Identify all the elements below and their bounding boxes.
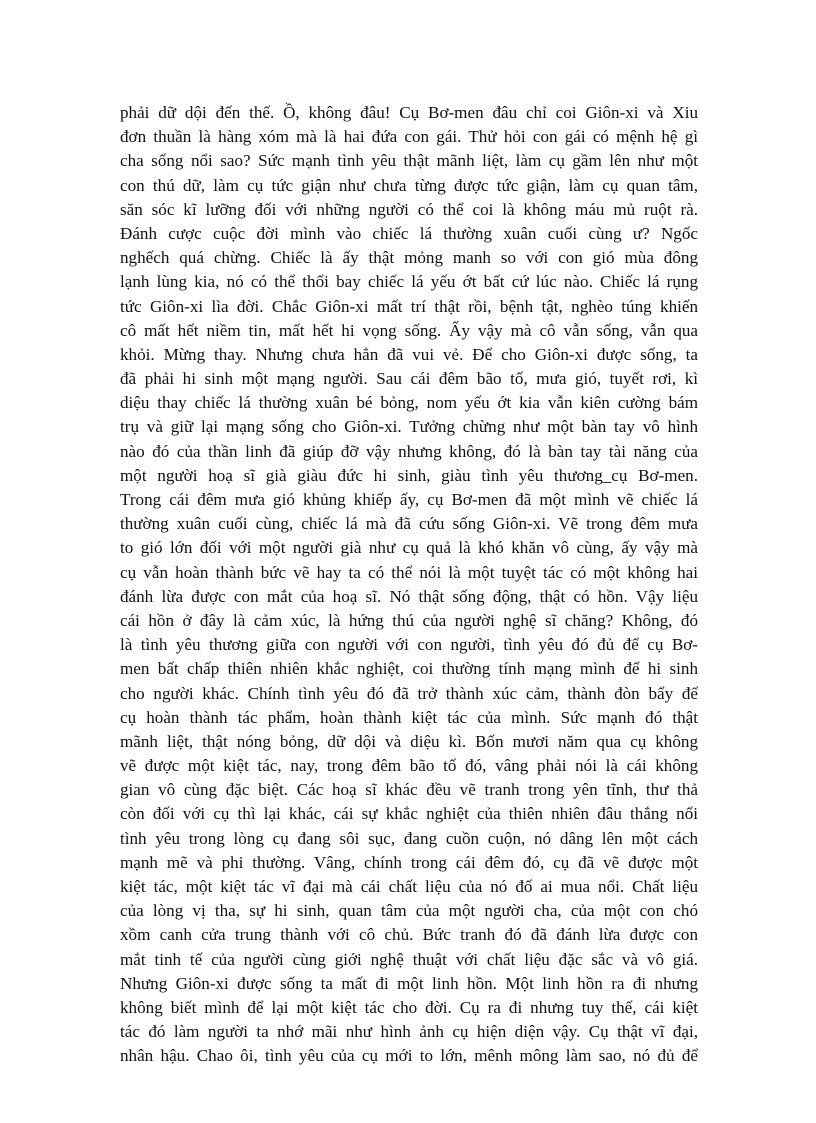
text-line: nghếch quá chừng. Chiếc là ấy thật mỏng manh so với con gió mùa đông: [120, 248, 698, 268]
text-line: cái hồn ở đây là cảm xúc, là hứng thú của người nghệ sĩ chăng? Không, đó: [120, 610, 698, 630]
text-line: cụ vẫn hoàn thành bức vẽ hay ta có thể nói là một tuyệt tác có một không hai: [120, 562, 698, 582]
text-line: nào đó của thần linh đã giúp đỡ vậy nhưng không, đó là bàn tay tài năng của: [120, 441, 698, 461]
text-line: Nhưng Giôn-xi được sống ta mất đi một linh hồn. Một linh hồn ra đi nhưng: [120, 973, 698, 993]
text-line: vẽ được một kiệt tác, nay, trong đêm bão tố đó, vâng phải nói là cái không: [120, 756, 698, 776]
text-line: Đánh cược cuộc đời mình vào chiếc lá thường xuân cuối cùng ư? Ngốc: [120, 223, 698, 243]
essay-paragraph: [120, 101, 698, 1069]
text-line: đã phải hi sinh một mạng người. Sau cái đêm bão tố, mưa gió, tuyết rơi, kì: [120, 369, 698, 389]
text-line: không biết mình để lại một kiệt tác cho đời. Cụ ra đi nhưng tuy thế, cái kiệt: [120, 997, 698, 1017]
text-line: tức Giôn-xi lìa đời. Chắc Giôn-xi mất trí thật rồi, bệnh tật, nghèo túng khiến: [120, 296, 698, 316]
text-line: lạnh lùng kia, nó có thể thổi bay chiếc lá yếu ớt bất cứ lúc nào. Chiếc lá rụng: [120, 272, 698, 292]
text-line: Trong cái đêm mưa gió khủng khiếp ấy, cụ Bơ-men đã một mình vẽ chiếc lá: [120, 490, 698, 509]
text-line: trụ và giữ lại mạng sống cho Giôn-xi. Tưởng chừng như một bàn tay vô hình: [120, 417, 698, 437]
text-line: tình yêu trong lòng cụ đang sôi sục, đang cuồn cuộn, nó dâng lên một cách: [120, 828, 698, 848]
text-line: mãnh liệt, thật nóng bỏng, dữ dội và diệu kì. Bốn mươi năm qua cụ không: [120, 731, 698, 751]
text-line: cha sống nổi sao? Sức mạnh tình yêu thật mãnh liệt, làm cụ gầm lên như một: [120, 151, 698, 171]
text-line: cụ hoàn thành tác phẩm, hoàn thành kiệt tác của mình. Sức mạnh đó thật: [120, 707, 698, 727]
text-line: của lòng vị tha, sự hi sinh, quan tâm của một người cha, của một con chó: [120, 901, 698, 921]
text-line: cô mất hết niềm tin, mất hết hi vọng sống. Ấy vậy mà cô vẫn sống, vẫn qua: [120, 320, 698, 340]
text-line: một người hoạ sĩ già giàu đức hi sinh, giàu tình yêu thương_cụ Bơ-men.: [120, 465, 698, 485]
text-line: là tình yêu thương giữa con người với con người, tình yêu đó đủ để cụ Bơ-: [120, 635, 698, 655]
text-line: mắt tinh tế của người cùng giới nghệ thuật với chất liệu đặc sắc và vô giá.: [120, 949, 698, 969]
text-line: tác đó làm người ta nhớ mãi như hình ảnh cụ hiện diện vậy. Cụ thật vĩ đại,: [120, 1022, 698, 1042]
text-line: gian vô cùng đặc biệt. Các hoạ sĩ khác đều vẽ tranh trong yên tĩnh, thư thả: [120, 780, 698, 800]
text-line: xồm canh cửa trung thành với cô chủ. Bức tranh đó đã đánh lừa được con: [120, 925, 698, 945]
text-line: men bất chấp thiên nhiên khắc nghiệt, coi thường tính mạng mình để hi sinh: [120, 659, 698, 679]
text-line: cho người khác. Chính tình yêu đó đã trở thành xúc cảm, thành đòn bẩy để: [120, 683, 698, 703]
text-line: con thú dữ, làm cụ tức giận như chưa từng được tức giận, làm cụ quan tâm,: [120, 175, 698, 195]
text-line: kiệt tác, một kiệt tác vĩ đại mà cái chất liệu của nó đố ai mua nổi. Chất liệu: [120, 877, 698, 896]
text-line: thường xuân cuối cùng, chiếc lá mà đã cứu sống Giôn-xi. Vẽ trong đêm mưa: [120, 514, 698, 534]
text-line: nhân hậu. Chao ôi, tình yêu của cụ mới to lớn, mênh mông làm sao, nó đủ để: [120, 1046, 698, 1066]
text-line: phải dữ dội đến thế. Ồ, không đâu! Cụ Bơ-men đâu chỉ coi Giôn-xi và Xiu: [120, 103, 698, 122]
text-line: mạnh mẽ và phi thường. Vâng, chính trong cái đêm đó, cụ đã vẽ được một: [120, 852, 698, 872]
text-line: diệu thay chiếc lá thường xuân bé bỏng, nom yếu ớt kia vẫn kiên cường bám: [120, 393, 698, 413]
text-line: to gió lớn đối với một người già như cụ quả là khó khăn vô cùng, ấy vậy mà: [120, 538, 698, 558]
text-line: săn sóc kĩ lưỡng đối với những người có thể coi là không máu mủ ruột rà.: [120, 199, 698, 219]
text-line: đánh lừa được con mắt của hoạ sĩ. Nó thật sống động, thật có hồn. Vậy liệu: [120, 586, 698, 606]
text-line: khỏi. Mừng thay. Nhưng chưa hẳn đã vui vẻ. Để cho Giôn-xi được sống, ta: [120, 344, 698, 364]
text-line: đơn thuần là hàng xóm mà là hai đứa con gái. Thử hỏi con gái có mệnh hệ gì: [120, 127, 698, 147]
text-line: còn đối với cụ thì lại khác, cái sự khắc nghiệt của thiên nhiên đâu thắng nổi: [120, 804, 698, 824]
